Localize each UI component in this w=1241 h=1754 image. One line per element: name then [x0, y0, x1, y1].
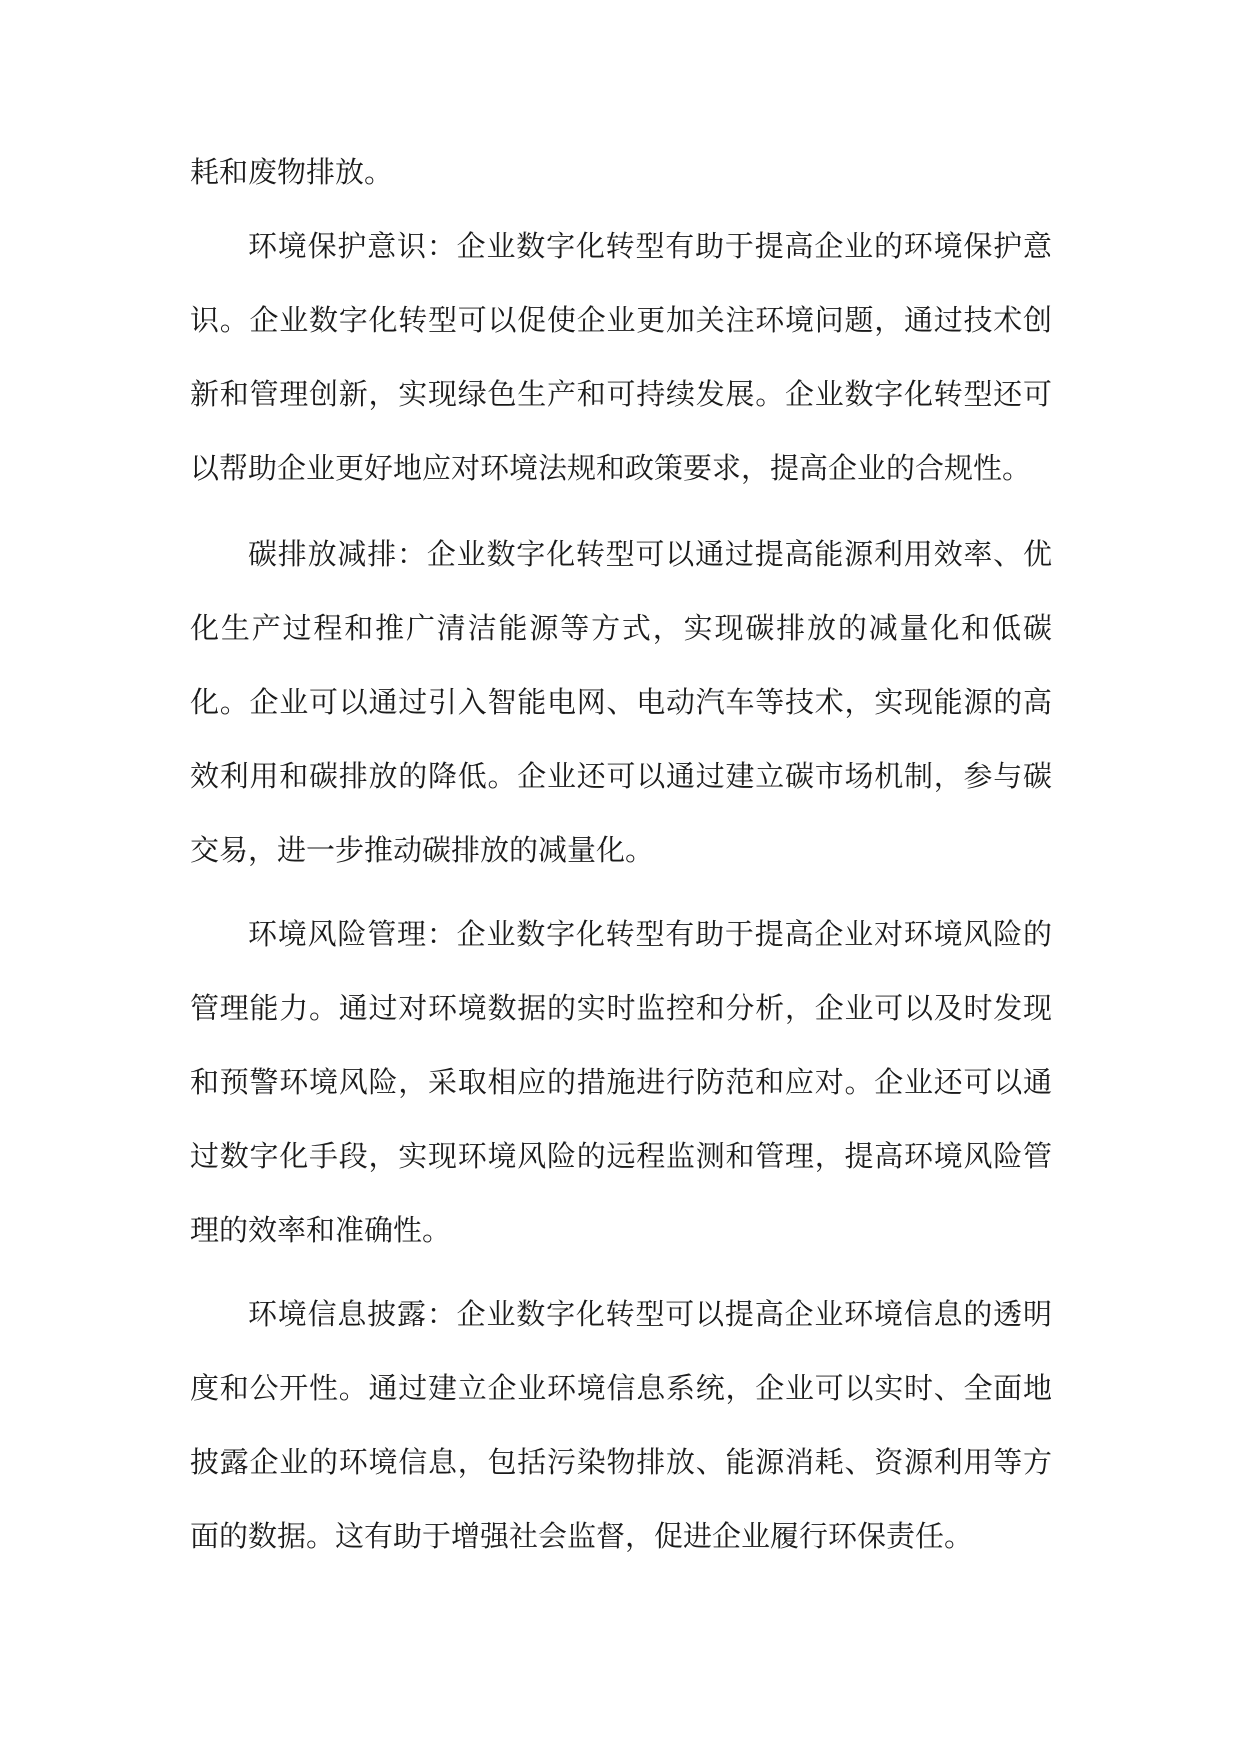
- paragraph-environmental-risk: 环境风险管理：企业数字化转型有助于提高企业对环境风险的管理能力。通过对环境数据的实时监控和分析，企业可以及时发现和预警环境风险，采取相应的措施进行防范和应对。企业还可以通过数字化手段，实现环境风险的远程监测和管理，提高环境风险管理的效率和准确性。: [190, 917, 1052, 1247]
- paragraph-information-disclosure: 环境信息披露：企业数字化转型可以提高企业环境信息的透明度和公开性。通过建立企业环境信息系统，企业可以实时、全面地披露企业的环境信息，包括污染物排放、能源消耗、资源利用等方面的数据。这有助于增强社会监督，促进企业履行环保责任。: [190, 1297, 1052, 1553]
- paragraph-continuation: 耗和废物排放。: [190, 155, 394, 189]
- paragraph-environmental-awareness: 环境保护意识：企业数字化转型有助于提高企业的环境保护意识。企业数字化转型可以促使企业更加关注环境问题，通过技术创新和管理创新，实现绿色生产和可持续发展。企业数字化转型还可以帮助企业更好地应对环境法规和政策要求，提高企业的合规性。: [190, 229, 1052, 485]
- paragraph-carbon-reduction: 碳排放减排：企业数字化转型可以通过提高能源利用效率、优化生产过程和推广清洁能源等方式，实现碳排放的减量化和低碳化。企业可以通过引入智能电网、电动汽车等技术，实现能源的高效利用和碳排放的降低。企业还可以通过建立碳市场机制，参与碳交易，进一步推动碳排放的减量化。: [190, 537, 1052, 867]
